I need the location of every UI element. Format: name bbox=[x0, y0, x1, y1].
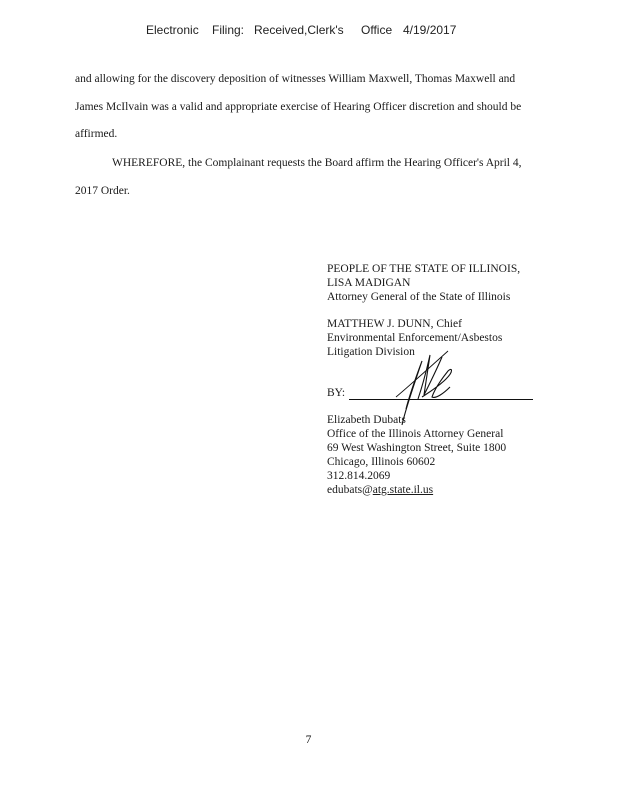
header-received: Received,Clerk's bbox=[254, 23, 344, 37]
body-line-4: WHEREFORE, the Complainant requests the Board affirm the Hearing Officer's April 4, bbox=[112, 157, 522, 169]
attorney-general-name: LISA MADIGAN bbox=[327, 277, 411, 289]
body-line-3: affirmed. bbox=[75, 128, 118, 140]
header-office: Office bbox=[361, 23, 393, 37]
page-number: 7 bbox=[305, 734, 312, 746]
email-user: edubats@ bbox=[327, 484, 373, 496]
body-line-2: James McIlvain was a valid and appropriate exercise of Hearing Officer discretion and should be bbox=[75, 101, 522, 113]
header-date: 4/19/2017 bbox=[403, 23, 457, 37]
chief-name: MATTHEW J. DUNN, Chief bbox=[327, 318, 462, 330]
signer-name: Elizabeth Dubats bbox=[327, 414, 406, 426]
email-domain: atg.state.il.us bbox=[372, 484, 434, 496]
body-line-5: 2017 Order. bbox=[75, 185, 130, 197]
division-line-2: Litigation Division bbox=[327, 346, 415, 358]
signature-stroke-4 bbox=[396, 351, 448, 397]
party-name: PEOPLE OF THE STATE OF ILLINOIS, bbox=[327, 263, 521, 275]
office-name: Office of the Illinois Attorney General bbox=[327, 428, 504, 440]
attorney-general-title: Attorney General of the State of Illinois bbox=[327, 291, 511, 303]
division-line-1: Environmental Enforcement/Asbestos bbox=[327, 332, 503, 344]
street-address: 69 West Washington Street, Suite 1800 bbox=[327, 442, 507, 454]
header-filing: Filing: bbox=[212, 23, 245, 37]
by-label: BY: bbox=[327, 387, 346, 399]
signature-stroke-3 bbox=[422, 369, 452, 397]
email-address[interactable] bbox=[327, 484, 433, 496]
header-electronic: Electronic bbox=[146, 23, 199, 37]
body-line-1: and allowing for the discovery deposition of witnesses William Maxwell, Thomas Maxwell and bbox=[75, 73, 516, 85]
phone-number: 312.814.2069 bbox=[327, 470, 391, 482]
city-address: Chicago, Illinois 60602 bbox=[327, 456, 436, 468]
